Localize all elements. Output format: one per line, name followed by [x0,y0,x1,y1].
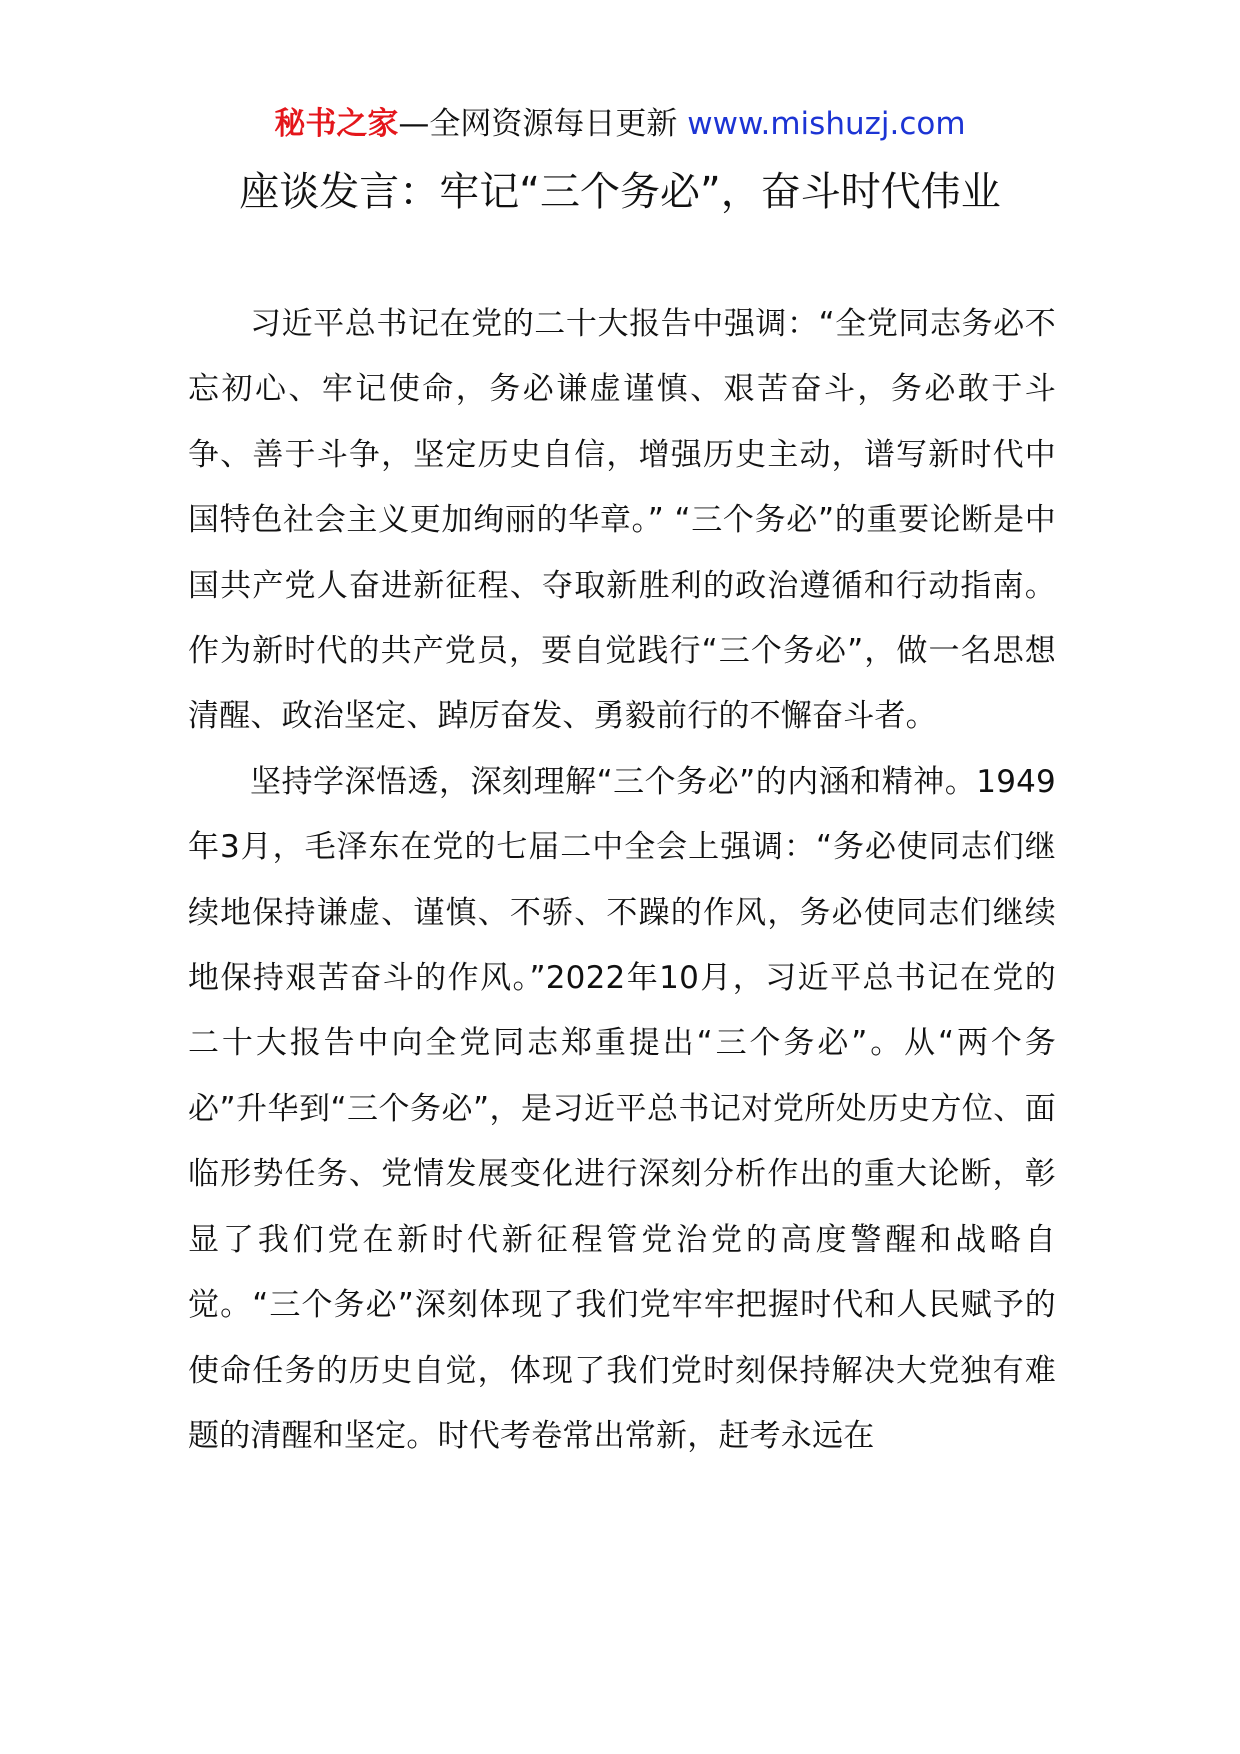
site-header [0,102,1240,146]
site-tagline: —全网资源每日更新 [398,106,678,142]
body-paragraph-1: 习近平总书记在党的二十大报告中强调：“全党同志务必不忘初心、牢记使命，务必谦虚谨慎、艰苦奋斗，务必敢于斗争、善于斗争，坚定历史自信，增强历史主动，谱写新时代中国特色社会主义更加绚丽的华章。” “三个务必”的重要论断是中国共产党人奋进新征程、夺取新胜利的政治遵循和行动指南。作为新时代的共产党员，要自觉践行“三个务必”，做一名思想清醒、政治坚定、踔厉奋发、勇毅前行的不懈奋斗者。 [188,306,1056,735]
body-paragraph-2: 坚持学深悟透，深刻理解“三个务必”的内涵和精神。1949年3月，毛泽东在党的七届二中全会上强调：“务必使同志们继续地保持谦虚、谨慎、不骄、不躁的作风，务必使同志们继续地保持艰苦奋斗的作风。”2022年10月，习近平总书记在党的二十大报告中向全党同志郑重提出“三个务必”。从“两个务必”升华到“三个务必”，是习近平总书记对党所处历史方位、面临形势任务、党情发展变化进行深刻分析作出的重大论断，彰显了我们党在新时代新征程管党治党的高度警醒和战略自觉。“三个务必”深刻体现了我们党牢牢把握时代和人民赋予的使命任务的历史自觉，体现了我们党时刻保持解决大党独有难题的清醒和坚定。时代考卷常出常新，赶考永远在 [188,763,1056,1454]
site-brand: 秘书之家 [274,106,399,142]
document-title: 座谈发言：牢记“三个务必”，奋斗时代伟业 [239,169,1001,215]
document-body [188,292,1056,1469]
site-url-link[interactable]: www.mishuzj.com [687,106,966,142]
